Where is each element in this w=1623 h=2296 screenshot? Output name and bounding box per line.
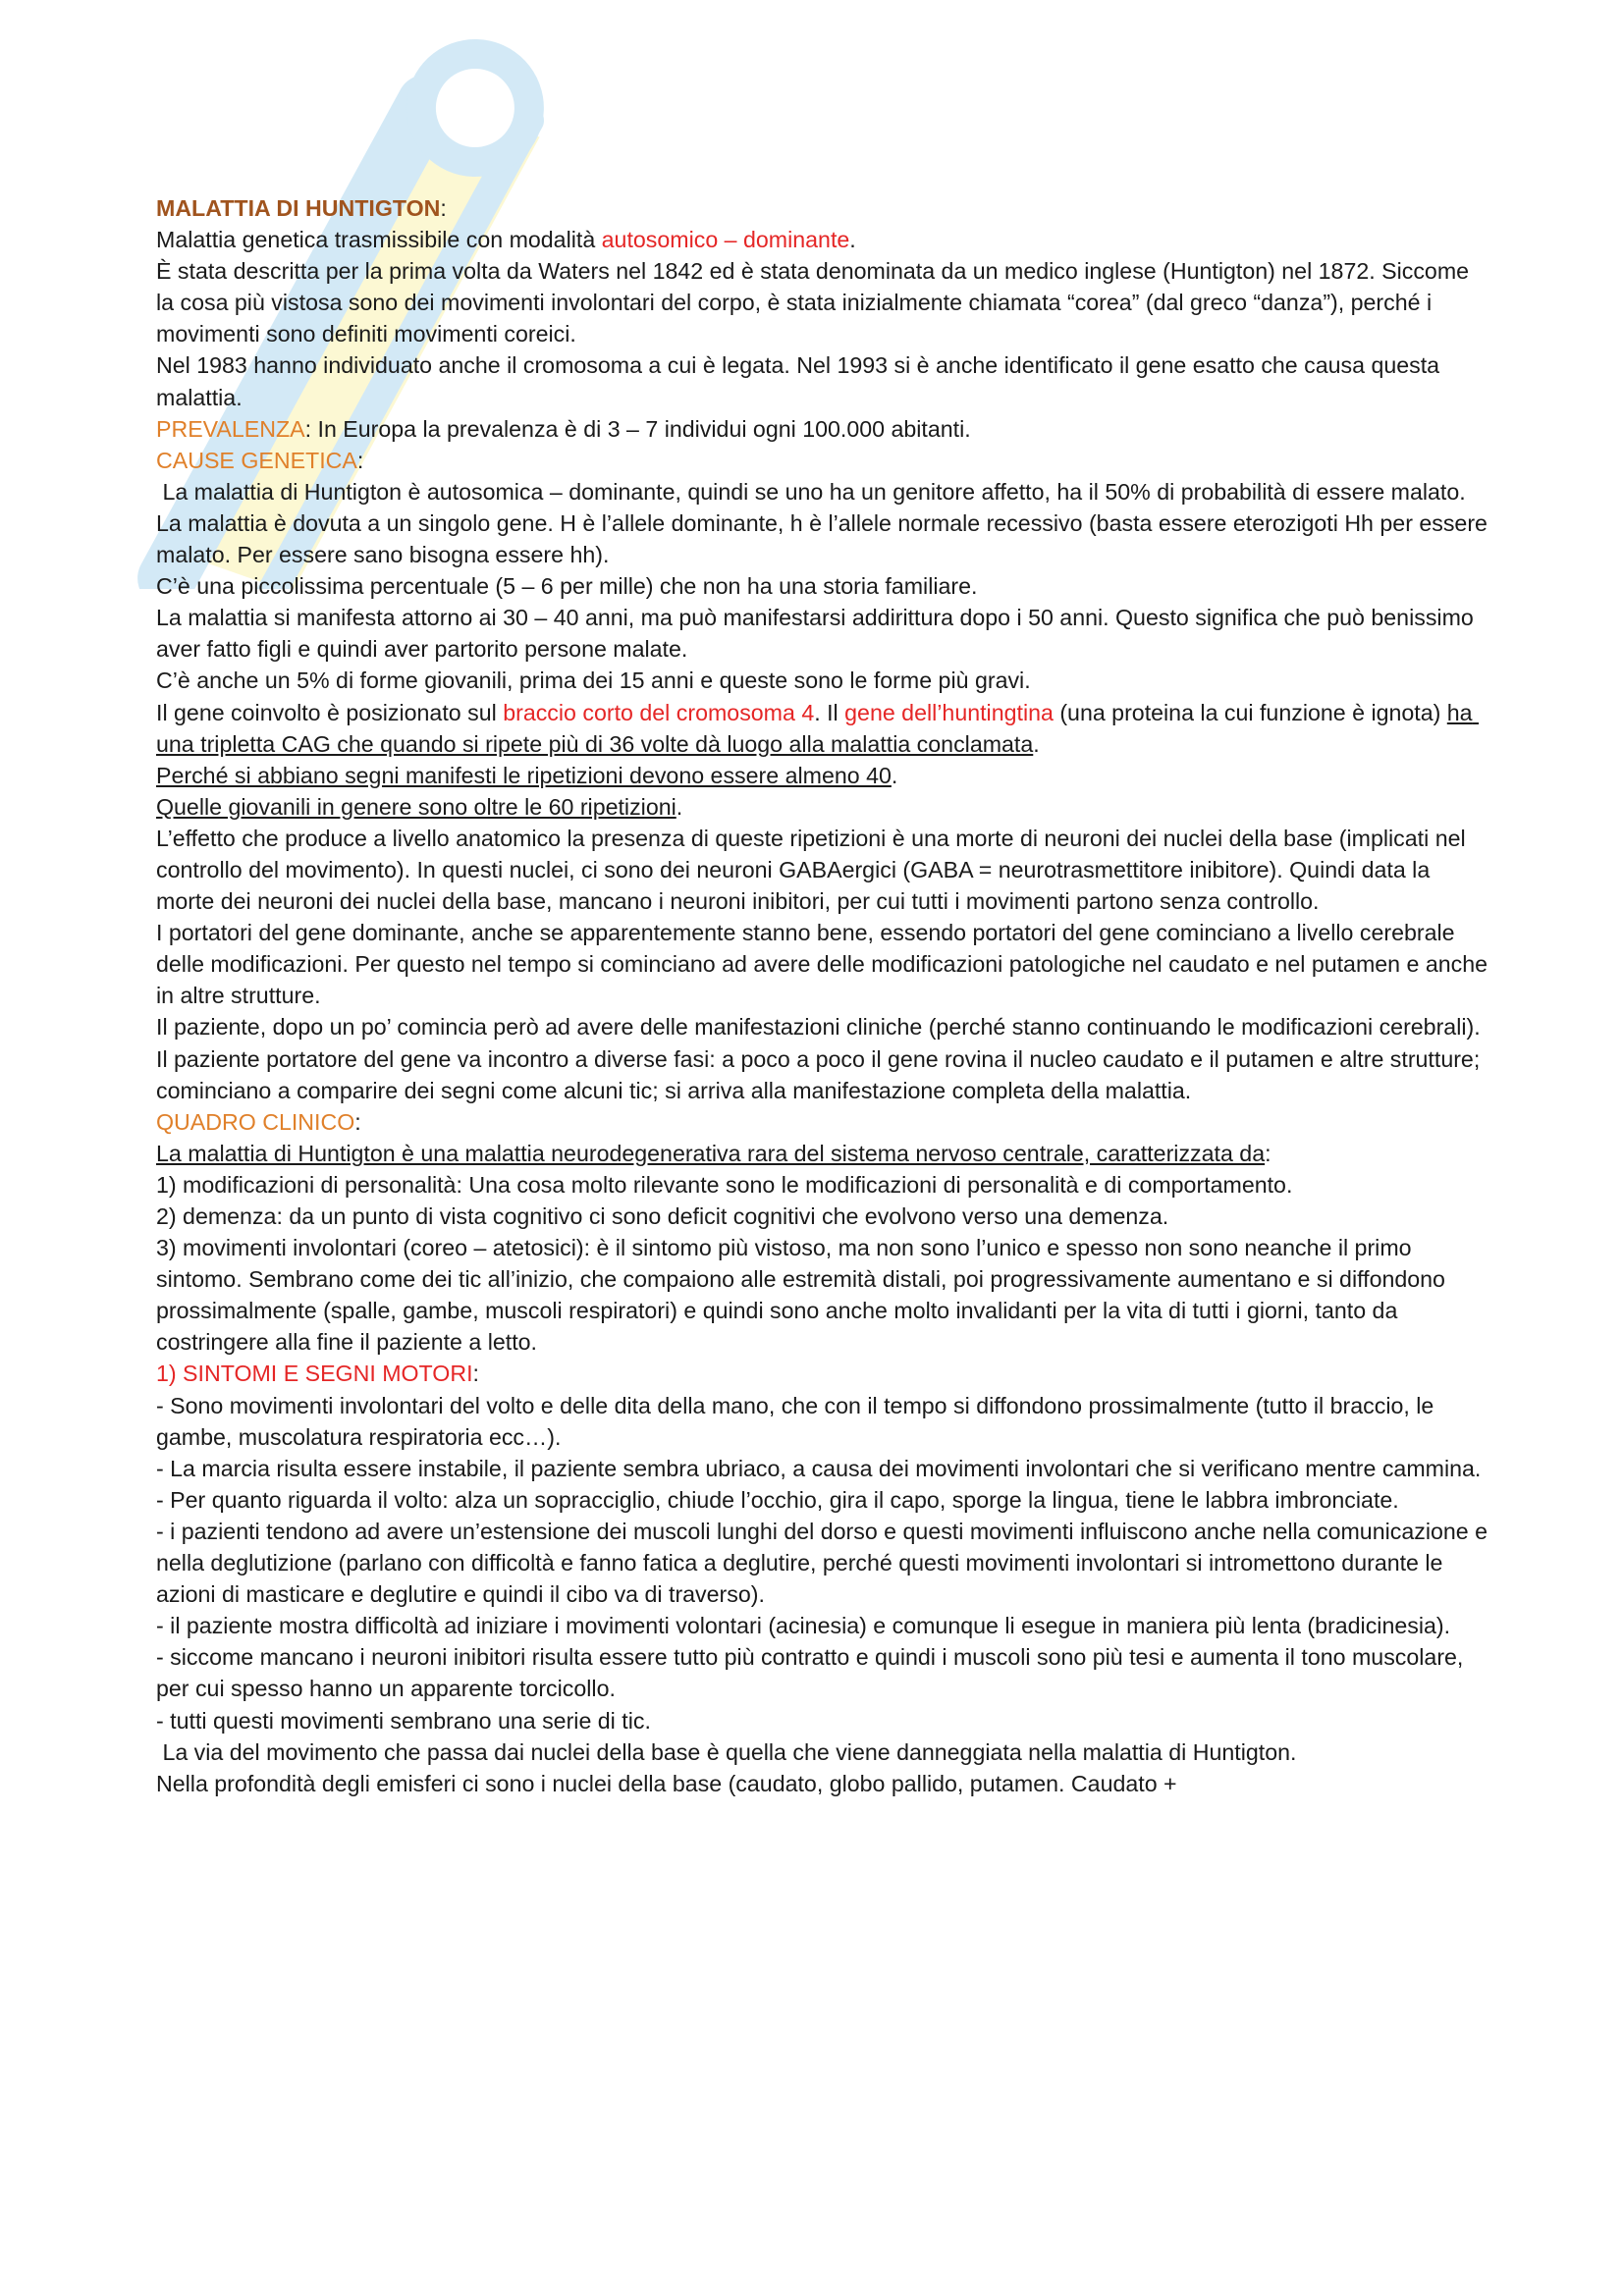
paragraph: La malattia di Huntigton è una malattia neurodegenerativa rara del sistema nervoso centrale, caratterizzata da: — [156, 1140, 1271, 1166]
paragraph: Perché si abbiano segni manifesti le ripetizioni devono essere almeno 40. — [156, 762, 898, 788]
list-item: 1) modificazioni di personalità: Una cosa molto rilevante sono le modificazioni di personalità e di comportamento. — [156, 1171, 1293, 1198]
section-heading-line: 1) SINTOMI E SEGNI MOTORI: — [156, 1361, 479, 1387]
section-heading: PREVALENZA — [156, 415, 305, 442]
list-item: - tutti questi movimenti sembrano una serie di tic. — [156, 1707, 651, 1734]
paragraph: Quelle giovanili in genere sono oltre le 60 ripetizioni. — [156, 793, 683, 820]
paragraph: L’effetto che produce a livello anatomico la presenza di queste ripetizioni è una morte di neuroni dei nuclei della base (implicati nel controllo del movimento). In questi nuclei, ci sono dei neuroni GABAergici (GABA = neurotrasmettitore inibitore). Quindi data la morte dei neuroni dei nuclei della base, mancano i neuroni inibitori, per cui tutti i movimenti partono senza controllo. — [156, 825, 1473, 915]
paragraph: È stata descritta per la prima volta da Waters nel 1842 ed è stata denominata da un medico inglese (Huntigton) nel 1872. Siccome la cosa più vistosa sono dei movimenti involontari del corpo, è stata inizialmente chiamata “corea” (dal greco “danza”), perché i movimenti sono definiti movimenti coreici. — [156, 258, 1476, 347]
list-item: - Per quanto riguarda il volto: alza un sopracciglio, chiude l’occhio, gira il capo, sporge la lingua, tiene le labbra imbronciate. — [156, 1486, 1399, 1513]
paragraph: I portatori del gene dominante, anche se apparentemente stanno bene, essendo portatori del gene cominciano a livello cerebrale delle modificazioni. Per questo nel tempo si cominciano ad avere delle modificazioni patologiche nel caudato e nel putamen e anche in altre strutture. — [156, 920, 1494, 1009]
list-item: - i pazienti tendono ad avere un’estensione dei muscoli lunghi del dorso e questi movimenti influiscono anche nella comunicazione e nella deglutizione (parlano con difficoltà e fanno fatica a deglutire, perché questi movimenti involontari si intromettono durante le azioni di masticare e deglutire e quindi il cibo va di traverso). — [156, 1518, 1494, 1608]
document-body — [156, 192, 1494, 1799]
section-heading: 1) SINTOMI E SEGNI MOTORI — [156, 1361, 473, 1387]
section-heading: QUADRO CLINICO — [156, 1108, 355, 1135]
paragraph: La via del movimento che passa dai nuclei della base è quella che viene danneggiata nella malattia di Huntigton. — [156, 1738, 1297, 1765]
paragraph: Nella profondità degli emisferi ci sono i nuclei della base (caudato, globo pallido, putamen. Caudato + — [156, 1770, 1177, 1796]
paragraph: Il paziente portatore del gene va incontro a diverse fasi: a poco a poco il gene rovina il nucleo caudato e il putamen e altre strutture; cominciano a comparire dei segni come alcuni tic; si arriva alla manifestazione completa della malattia. — [156, 1045, 1487, 1103]
paragraph: C’è una piccolissima percentuale (5 – 6 per mille) che non ha una storia familiare. — [156, 573, 978, 600]
doc-title: MALATTIA DI HUNTIGTON — [156, 195, 441, 221]
paragraph: C’è anche un 5% di forme giovanili, prima dei 15 anni e queste sono le forme più gravi. — [156, 667, 1031, 694]
paragraph: Malattia genetica trasmissibile con modalità autosomico – dominante. — [156, 227, 856, 253]
list-item: 3) movimenti involontari (coreo – atetosici): è il sintomo più vistoso, ma non sono l’unico e spesso non sono neanche il primo sintomo. Sembrano come dei tic all’inizio, che compaiono alle estremità distali, poi progressivamente aumentano e si diffondono prossimalmente (spalle, gambe, muscoli respiratori) e quindi sono anche molto invalidanti per la vita di tutti i giorni, tanto da costringere alla fine il paziente a letto. — [156, 1235, 1452, 1356]
list-item: - La marcia risulta essere instabile, il paziente sembra ubriaco, a causa dei movimenti involontari che si verificano mentre cammina. — [156, 1455, 1482, 1481]
paragraph: Nel 1983 hanno individuato anche il cromosoma a cui è legata. Nel 1993 si è anche identificato il gene esatto che causa questa malattia. — [156, 352, 1446, 410]
section-heading: CAUSE GENETICA — [156, 447, 357, 473]
paragraph: PREVALENZA: In Europa la prevalenza è di 3 – 7 individui ogni 100.000 abitanti. — [156, 415, 971, 442]
section-heading-line: CAUSE GENETICA: — [156, 447, 364, 473]
paragraph: La malattia si manifesta attorno ai 30 – 40 anni, ma può manifestarsi addirittura dopo i 50 anni. Questo significa che può benissimo aver fatto figli e quindi aver partorito persone malate. — [156, 605, 1481, 663]
list-item: - Sono movimenti involontari del volto e delle dita della mano, che con il tempo si diffondono prossimalmente (tutto il braccio, le gambe, muscolatura respiratoria ecc…). — [156, 1392, 1440, 1450]
section-heading-line: QUADRO CLINICO: — [156, 1108, 361, 1135]
paragraph: Il gene coinvolto è posizionato sul braccio corto del cromosoma 4. Il gene dell’huntingtina (una proteina la cui funzione è ignota) ha una tripletta CAG che quando si ripete più di 36 volte dà luogo alla malattia conclamata. — [156, 699, 1480, 757]
paragraph: Il paziente, dopo un po’ comincia però ad avere delle manifestazioni cliniche (perché stanno continuando le modificazioni cerebrali). — [156, 1014, 1481, 1041]
list-item: - siccome mancano i neuroni inibitori risulta essere tutto più contratto e quindi i muscoli sono più tesi e aumenta il tono muscolare, per cui spesso hanno un apparente torcicollo. — [156, 1644, 1470, 1702]
paragraph: La malattia di Huntigton è autosomica – dominante, quindi se uno ha un genitore affetto, ha il 50% di probabilità di essere malato. La malattia è dovuta a un singolo gene. H è l’allele dominante, h è l’allele normale recessivo (basta essere eterozigoti Hh per essere malato. Per essere sano bisogna essere hh). — [156, 478, 1494, 568]
doc-title-line: MALATTIA DI HUNTIGTON: — [156, 195, 447, 221]
list-item: - il paziente mostra difficoltà ad iniziare i movimenti volontari (acinesia) e comunque li esegue in maniera più lenta (bradicinesia). — [156, 1613, 1451, 1639]
list-item: 2) demenza: da un punto di vista cognitivo ci sono deficit cognitivi che evolvono verso una demenza. — [156, 1203, 1169, 1229]
